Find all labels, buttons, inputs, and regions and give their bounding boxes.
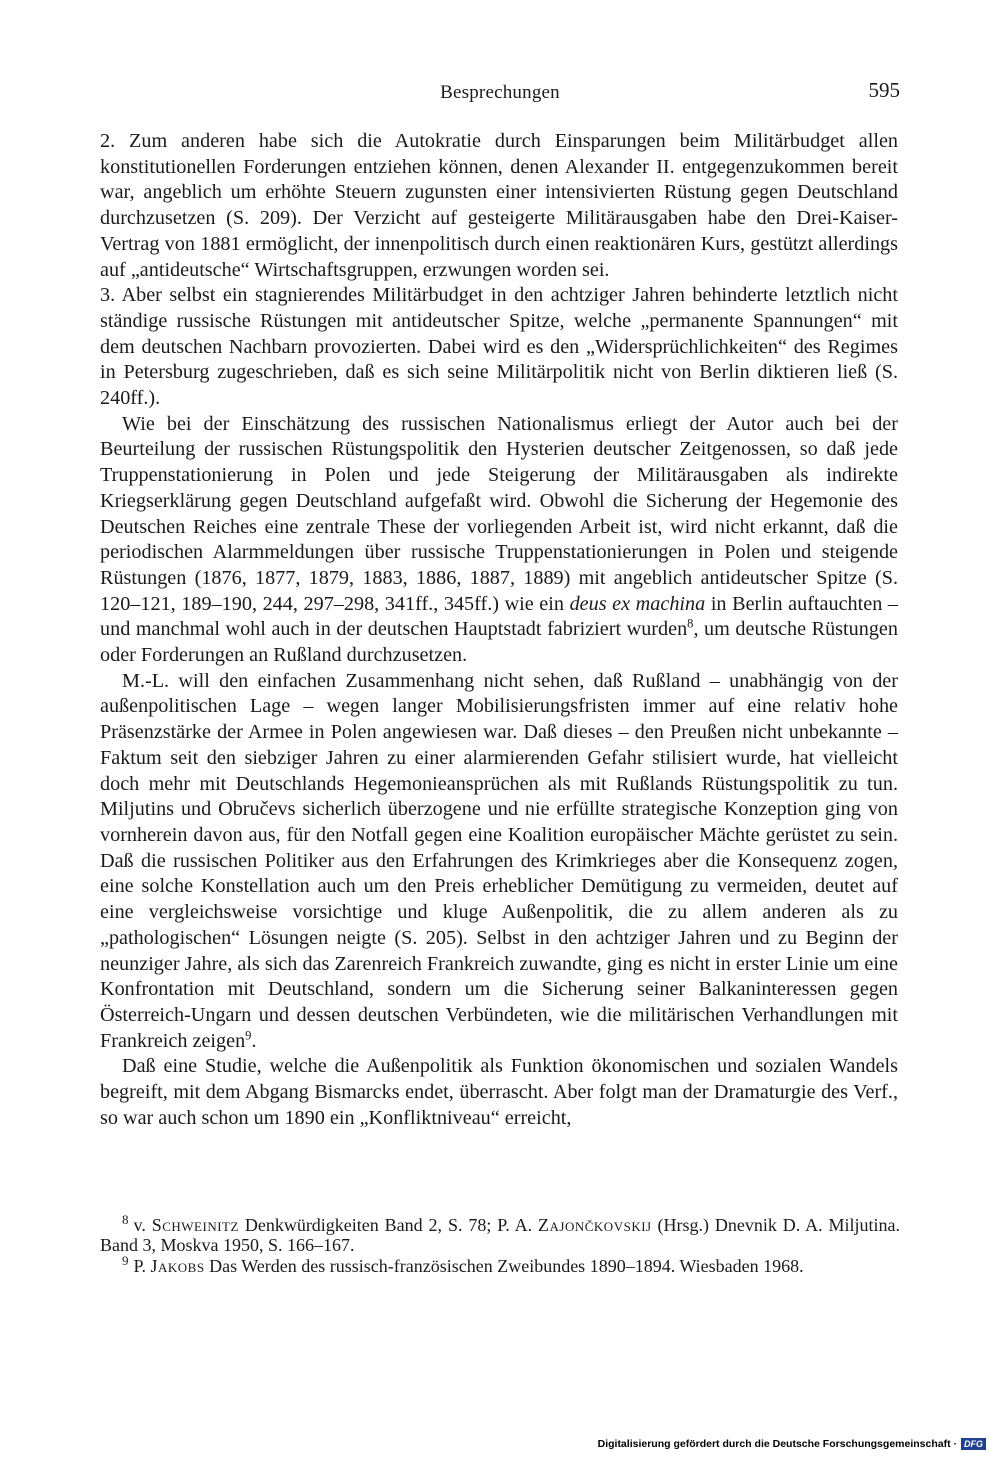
header-title: Besprechungen xyxy=(440,82,560,103)
footnote-8-text-2: (Hrsg.) Dnevnik D. A. Miljutina. Band 3, Moskva 1950, S. 166–167. xyxy=(100,1215,901,1256)
paragraph-5: Daß eine Studie, welche die Außenpolitik als Funktion ökonomischen und sozialen Wandels begreift, mit dem Abgang Bismarcks endet, überrascht. Aber folgt man der Dramaturgie des Verf., so war auch schon um 1890 ein „Konfliktniveau“ erreicht, xyxy=(100,1055,898,1129)
footnote-8-prefix: v. xyxy=(133,1215,146,1235)
digitization-footer xyxy=(598,1438,986,1450)
footer-text: Digitalisierung gefördert durch die Deutsche Forschungsgemeinschaft · xyxy=(597,1438,957,1450)
paragraph-4 xyxy=(100,669,898,1055)
paragraph-1: 2. Zum anderen habe sich die Autokratie durch Einsparungen beim Militärbudget allen konstitutionellen Forderungen entziehen können, denen Alexander II. entgegenzukommen bereit war, angeblich um erhöhte Steuern zugunsten einer intensivierten Rüstung gegen Deutschland durchzusetzen (S. 209). Der Verzicht auf gesteigerte Militärausgaben habe den Drei-Kaiser-Vertrag von 1881 ermöglicht, der innenpolitisch durch einen reaktionären Kurs, gestützt allerdings auf „antideutsche“ Wirtschaftsgruppen, erzwungen worden sei. xyxy=(100,130,898,281)
paragraph-4-text-b: . xyxy=(251,1029,257,1052)
page-number: 595 xyxy=(868,78,900,102)
paragraph-4-text-a: M.-L. will den einfachen Zusammenhang nicht sehen, daß Rußland – unabhängig von der außenpolitischen Lage – wegen langer Mobilisierungsfristen immer auf eine relativ hohe Präsenzstärke der Armee in Polen angewiesen war. Daß dieses – den Preußen nicht unbekannte – Faktum seit den siebziger Jahren zu einer alarmierenden Gefahr stilisiert wurde, hat vielleicht doch mehr mit Deutschlands Hegemonieansprüchen als mit Rußlands Rüstungspolitik zu tun. Miljutins und Obručevs sicherlich überzogene und nie erfüllte strategische Konzeption ging von vornherein davon aus, für den Notfall gegen eine Koalition europäischer Mächte gerüstet zu sein. Daß die russischen Politiker aus den Erfahrungen des Krimkrieges aber die Konsequenz zogen, eine solche Konstellation auch um den Preis erheblicher Demütigung zu vermeiden, deutet auf eine vergleichsweise vorsichtige und kluge Außenpolitik, die zu allem anderen als zu „pathologischen“ Lösungen neigte (S. 205). Selbst in den achtziger Jahren und zu Beginn der neunziger Jahre, als sich das Zarenreich Frankreich zuwandte, ging es nicht in erster Linie um eine Konfrontation mit Deutschland, sondern um die Sicherung seiner Balkaninteressen gegen Österreich-Ungarn und dessen deutschen Verbündeten, wie die militärischen Verhandlungen mit Frankreich zeigen xyxy=(100,669,898,1052)
paragraph-2: 3. Aber selbst ein stagnierendes Militärbudget in den achtziger Jahren behinderte letztlich nicht ständige russische Rüstungen mit antideutscher Spitze, welche „permanente Spannungen“ mit dem deutschen Nachbarn provozierten. Dabei wird es den „Widersprüchlichkeiten“ des Regimes in Petersburg zugeschrieben, daß es sich seine Militärpolitik nicht von Berlin diktieren ließ (S. 240ff.). xyxy=(100,284,898,410)
footnote-8-author-1: Schweinitz xyxy=(151,1215,239,1235)
running-header xyxy=(100,78,900,112)
footnote-9-author: Jakobs xyxy=(150,1255,205,1276)
footnote-8-author-2: Zajončkovskij xyxy=(538,1215,652,1235)
footnote-9-prefix: P. xyxy=(133,1255,146,1276)
footnotes xyxy=(100,1212,901,1276)
paragraph-3-text-a: Wie bei der Einschätzung des russischen Nationalismus erliegt der Autor auch bei der Beurteilung der russischen Rüstungspolitik den Hysterien deutscher Zeitgenossen, so daß jede Truppenstationierung in Polen und jede Steigerung der Militärausgaben als indirekte Kriegserklärung gegen Deutschland aufgefaßt wird. Obwohl die Sicherung der Hegemonie des Deutschen Reiches eine zentrale These der vorliegenden Arbeit ist, wird nicht erkannt, daß die periodischen Alarmmeldungen über russische Truppenstationierungen in Polen und steigende Rüstungen (1876, 1877, 1879, 1883, 1886, 1887, 1889) mit angeblich antideutscher Spitze (S. 120–121, 189–190, 244, 297–298, 341ff., 345ff.) wie ein xyxy=(100,412,898,615)
dfg-logo-icon: DFG xyxy=(961,1438,986,1450)
footnote-8 xyxy=(100,1212,901,1256)
body-text xyxy=(100,129,898,1131)
footnote-9-mark: 9 xyxy=(122,1252,129,1268)
paragraph-3-text-c: , um deutsche Rüstungen oder Forderungen an Rußland durchzusetzen. xyxy=(100,618,898,667)
footnote-8-text-1: Denkwürdigkeiten Band 2, S. 78; P. A. xyxy=(244,1215,533,1235)
footnote-8-mark: 8 xyxy=(122,1212,129,1227)
footnote-9-text: Das Werden des russisch-französischen Zweibundes 1890–1894. Wiesbaden 1968. xyxy=(209,1255,804,1276)
footnote-9 xyxy=(100,1252,900,1276)
footnote-ref-9: 9 xyxy=(245,1027,252,1042)
paragraph-3-text-b: in Berlin auftauchten – und manchmal wohl auch in der deutschen Hauptstadt fabriziert wurden xyxy=(100,592,898,641)
paragraph-3 xyxy=(100,412,898,669)
footnote-ref-8: 8 xyxy=(687,616,694,631)
latin-phrase: deus ex machina xyxy=(569,592,706,615)
